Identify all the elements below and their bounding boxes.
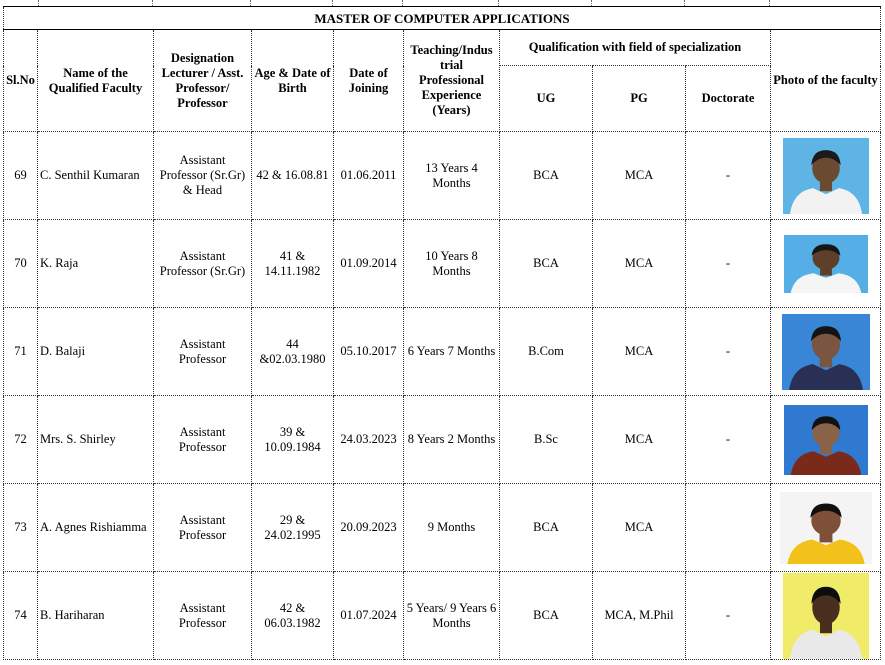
cell-ug: BCA xyxy=(500,132,593,220)
cell-name: C. Senthil Kumaran xyxy=(38,132,154,220)
cell-name: Mrs. S. Shirley xyxy=(38,396,154,484)
cell-experience: 6 Years 7 Months xyxy=(404,308,500,396)
cell-pg: MCA xyxy=(593,132,686,220)
cell-ug: BCA xyxy=(500,572,593,660)
header-age: Age & Date of Birth xyxy=(252,30,334,132)
cell-experience: 5 Years/ 9 Years 6 Months xyxy=(404,572,500,660)
cell-pg: MCA xyxy=(593,308,686,396)
cell-age: 39 & 10.09.1984 xyxy=(252,396,334,484)
cell-name: K. Raja xyxy=(38,220,154,308)
cell-designation: Assistant Professor xyxy=(154,308,252,396)
cell-designation: Assistant Professor xyxy=(154,396,252,484)
cell-pg: MCA, M.Phil xyxy=(593,572,686,660)
cell-name: D. Balaji xyxy=(38,308,154,396)
cell-designation: Assistant Professor (Sr.Gr) & Head xyxy=(154,132,252,220)
faculty-photo xyxy=(783,138,869,214)
faculty-photo xyxy=(780,492,872,564)
cell-doctorate: - xyxy=(686,396,771,484)
cell-pg: MCA xyxy=(593,396,686,484)
cell-experience: 10 Years 8 Months xyxy=(404,220,500,308)
cell-doctorate: - xyxy=(686,220,771,308)
cell-doctorate: - xyxy=(686,132,771,220)
cell-ug: BCA xyxy=(500,220,593,308)
header-qualification: Qualification with field of specialization xyxy=(500,30,771,66)
cell-slno: 69 xyxy=(4,132,38,220)
cell-ug: BCA xyxy=(500,484,593,572)
cell-designation: Assistant Professor xyxy=(154,484,252,572)
cell-age: 44 &02.03.1980 xyxy=(252,308,334,396)
header-doj: Date of Joining xyxy=(334,30,404,132)
table-row xyxy=(4,308,881,396)
cell-doj: 24.03.2023 xyxy=(334,396,404,484)
cell-age: 29 & 24.02.1995 xyxy=(252,484,334,572)
cell-slno: 71 xyxy=(4,308,38,396)
cell-ug: B.Sc xyxy=(500,396,593,484)
cell-doj: 01.06.2011 xyxy=(334,132,404,220)
faculty-photo xyxy=(784,235,868,293)
cell-experience: 9 Months xyxy=(404,484,500,572)
header-name: Name of the Qualified Faculty xyxy=(38,30,154,132)
cell-slno: 72 xyxy=(4,396,38,484)
table-title: MASTER OF COMPUTER APPLICATIONS xyxy=(4,7,881,30)
cell-doj: 20.09.2023 xyxy=(334,484,404,572)
cell-pg: MCA xyxy=(593,484,686,572)
cell-pg: MCA xyxy=(593,220,686,308)
cell-doctorate: - xyxy=(686,308,771,396)
cell-age: 42 & 06.03.1982 xyxy=(252,572,334,660)
header-pg: PG xyxy=(593,66,686,132)
header-doctorate: Doctorate xyxy=(686,66,771,132)
cell-designation: Assistant Professor xyxy=(154,572,252,660)
cell-photo xyxy=(771,572,881,660)
cell-ug: B.Com xyxy=(500,308,593,396)
cell-name: A. Agnes Rishiamma xyxy=(38,484,154,572)
faculty-photo xyxy=(784,405,868,475)
table-row xyxy=(4,484,881,572)
cell-slno: 73 xyxy=(4,484,38,572)
cell-photo xyxy=(771,484,881,572)
header-photo: Photo of the faculty xyxy=(771,30,881,132)
table-row xyxy=(4,132,881,220)
cell-slno: 70 xyxy=(4,220,38,308)
cell-name: B. Hariharan xyxy=(38,572,154,660)
cell-age: 41 & 14.11.1982 xyxy=(252,220,334,308)
cell-doctorate: - xyxy=(686,572,771,660)
table-row xyxy=(4,572,881,660)
table-row xyxy=(4,220,881,308)
cell-photo xyxy=(771,308,881,396)
cell-experience: 8 Years 2 Months xyxy=(404,396,500,484)
cell-photo xyxy=(771,132,881,220)
cell-doj: 01.07.2024 xyxy=(334,572,404,660)
header-ug: UG xyxy=(500,66,593,132)
header-designation: Designation Lecturer / Asst. Professor/ Professor xyxy=(154,30,252,132)
faculty-photo xyxy=(783,573,869,659)
header-experience: Teaching/Indus trial Professional Experience (Years) xyxy=(404,30,500,132)
cell-doj: 01.09.2014 xyxy=(334,220,404,308)
table-row xyxy=(4,396,881,484)
faculty-photo xyxy=(782,314,870,390)
cell-photo xyxy=(771,220,881,308)
cell-photo xyxy=(771,396,881,484)
cell-age: 42 & 16.08.81 xyxy=(252,132,334,220)
cell-experience: 13 Years 4 Months xyxy=(404,132,500,220)
cell-doctorate xyxy=(686,484,771,572)
cell-slno: 74 xyxy=(4,572,38,660)
cell-designation: Assistant Professor (Sr.Gr) xyxy=(154,220,252,308)
cell-doj: 05.10.2017 xyxy=(334,308,404,396)
header-slno: Sl.No xyxy=(4,30,38,132)
faculty-table xyxy=(3,6,881,660)
